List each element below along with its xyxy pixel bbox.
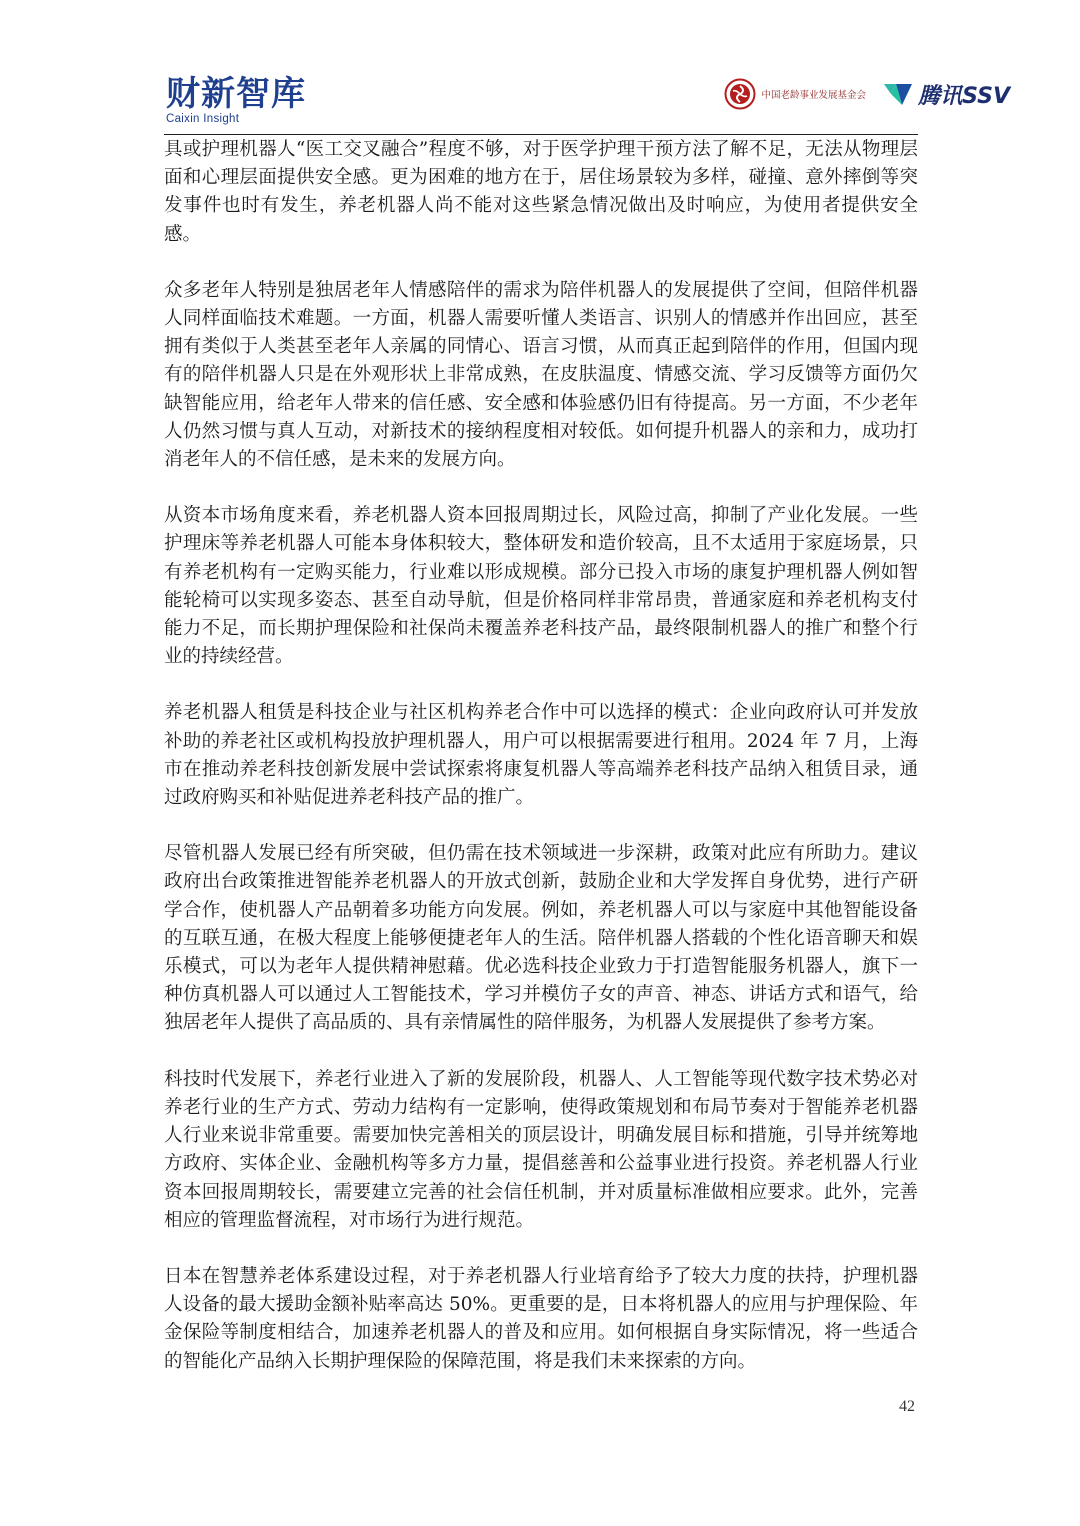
paragraph: 尽管机器人发展已经有所突破，但仍需在技术领域进一步深耕，政策对此应有所助力。建议政府出台政策推进智能养老机器人的开放式创新，鼓励企业和大学发挥自身优势，进行产研学合作，使机器人产品朝着多功能方向发展。例如，养老机器人可以与家庭中其他智能设备的互联互通，在极大程度上能够便捷老年人的生活。陪伴机器人搭载的个性化语音聊天和娱乐模式，可以为老年人提供精神慰藉。优必选科技企业致力于打造智能服务机器人，旗下一种仿真机器人可以通过人工智能技术，学习并模仿子女的声音、神态、讲话方式和语气，给独居老年人提供了高品质的、具有亲情属性的陪伴服务，为机器人发展提供了参考方案。 — [164, 843, 918, 1034]
paragraph: 养老机器人租赁是科技企业与社区机构养老合作中可以选择的模式：企业向政府认可并发放补助的养老社区或机构投放护理机器人，用户可以根据需要进行租用。2024 年 7 月，上海市在推动养老科技创新发展中尝试探索将康复机器人等高端养老科技产品纳入租赁目录，通过政府购买和补贴促进养老科技产品的推广。 — [164, 702, 918, 809]
paragraph: 众多老年人特别是独居老年人情感陪伴的需求为陪伴机器人的发展提供了空间，但陪伴机器人同样面临技术难题。一方面，机器人需要听懂人类语言、识别人的情感并作出回应，甚至拥有类似于人类甚至老年人亲属的同情心、语言习惯，从而真正起到陪伴的作用，但国内现有的陪伴机器人只是在外观形状上非常成熟，在皮肤温度、情感交流、学习反馈等方面仍欠缺智能应用，给老年人带来的信任感、安全感和体验感仍旧有待提高。另一方面，不少老年人仍然习惯与真人互动，对新技术的接纳程度相对较低。如何提升机器人的亲和力，成功打消老年人的不信任感，是未来的发展方向。 — [164, 279, 918, 471]
foundation-name: 中国老龄事业发展基金会 — [761, 90, 867, 101]
brand-name-cn: 财新智库 — [166, 74, 306, 114]
partner-logos — [724, 76, 1010, 112]
paragraph: 具或护理机器人“医工交叉融合”程度不够，对于医学护理干预方法了解不足，无法从物理层面和心理层面提供安全感。更为困难的地方在于，居住场景较为多样，碰撞、意外摔倒等突发事件也时有发生，养老机器人尚不能对这些紧急情况做出及时响应，为使用者提供安全感。 — [164, 139, 918, 245]
partner-name: 腾讯SSV — [918, 83, 1010, 109]
paragraph: 从资本市场角度来看，养老机器人资本回报周期过长，风险过高，抑制了产业化发展。一些护理床等养老机器人可能本身体积较大，整体研发和造价较高，且不太适用于家庭场景，只有养老机构有一定购买能力，行业难以形成规模。部分已投入市场的康复护理机器人例如智能轮椅可以实现多姿态、甚至自动导航，但是价格同样非常昂贵，普通家庭和养老机构支付能力不足，而长期护理保险和社保尚未覆盖养老科技产品，最终限制机器人的推广和整个行业的持续经营。 — [164, 505, 918, 668]
header-divider — [164, 134, 918, 135]
paragraph: 科技时代发展下，养老行业进入了新的发展阶段，机器人、人工智能等现代数字技术势必对养老行业的生产方式、劳动力结构有一定影响，使得政策规划和布局节奏对于智能养老机器人行业来说非常重要。需要加快完善相关的顶层设计，明确发展目标和措施，引导并统筹地方政府、实体企业、金融机构等多方力量，提倡慈善和公益事业进行投资。养老机器人行业资本回报周期较长，需要建立完善的社会信任机制，并对质量标准做相应要求。此外，完善相应的管理监督流程，对市场行为进行规范。 — [164, 1068, 918, 1231]
brand-name-en: Caixin Insight — [166, 113, 240, 125]
caixin-insight-logo — [166, 76, 306, 125]
foundation-emblem-icon — [724, 78, 756, 110]
report-body — [164, 136, 918, 1404]
paragraph: 日本在智慧养老体系建设过程，对于养老机器人行业培育给予了较大力度的扶持，护理机器人设备的最大援助金额补贴率高达 50%。更重要的是，日本将机器人的应用与护理保险、年金保险等制度相结合，加速养老机器人的普及和应用。如何根据自身实际情况，将一些适合的智能化产品纳入长期护理保险的保障范围，将是我们未来探索的方向。 — [164, 1265, 918, 1372]
tencent-ssv-logo-icon — [882, 81, 914, 107]
page-header — [0, 0, 1080, 135]
page-number: 42 — [899, 1398, 915, 1415]
